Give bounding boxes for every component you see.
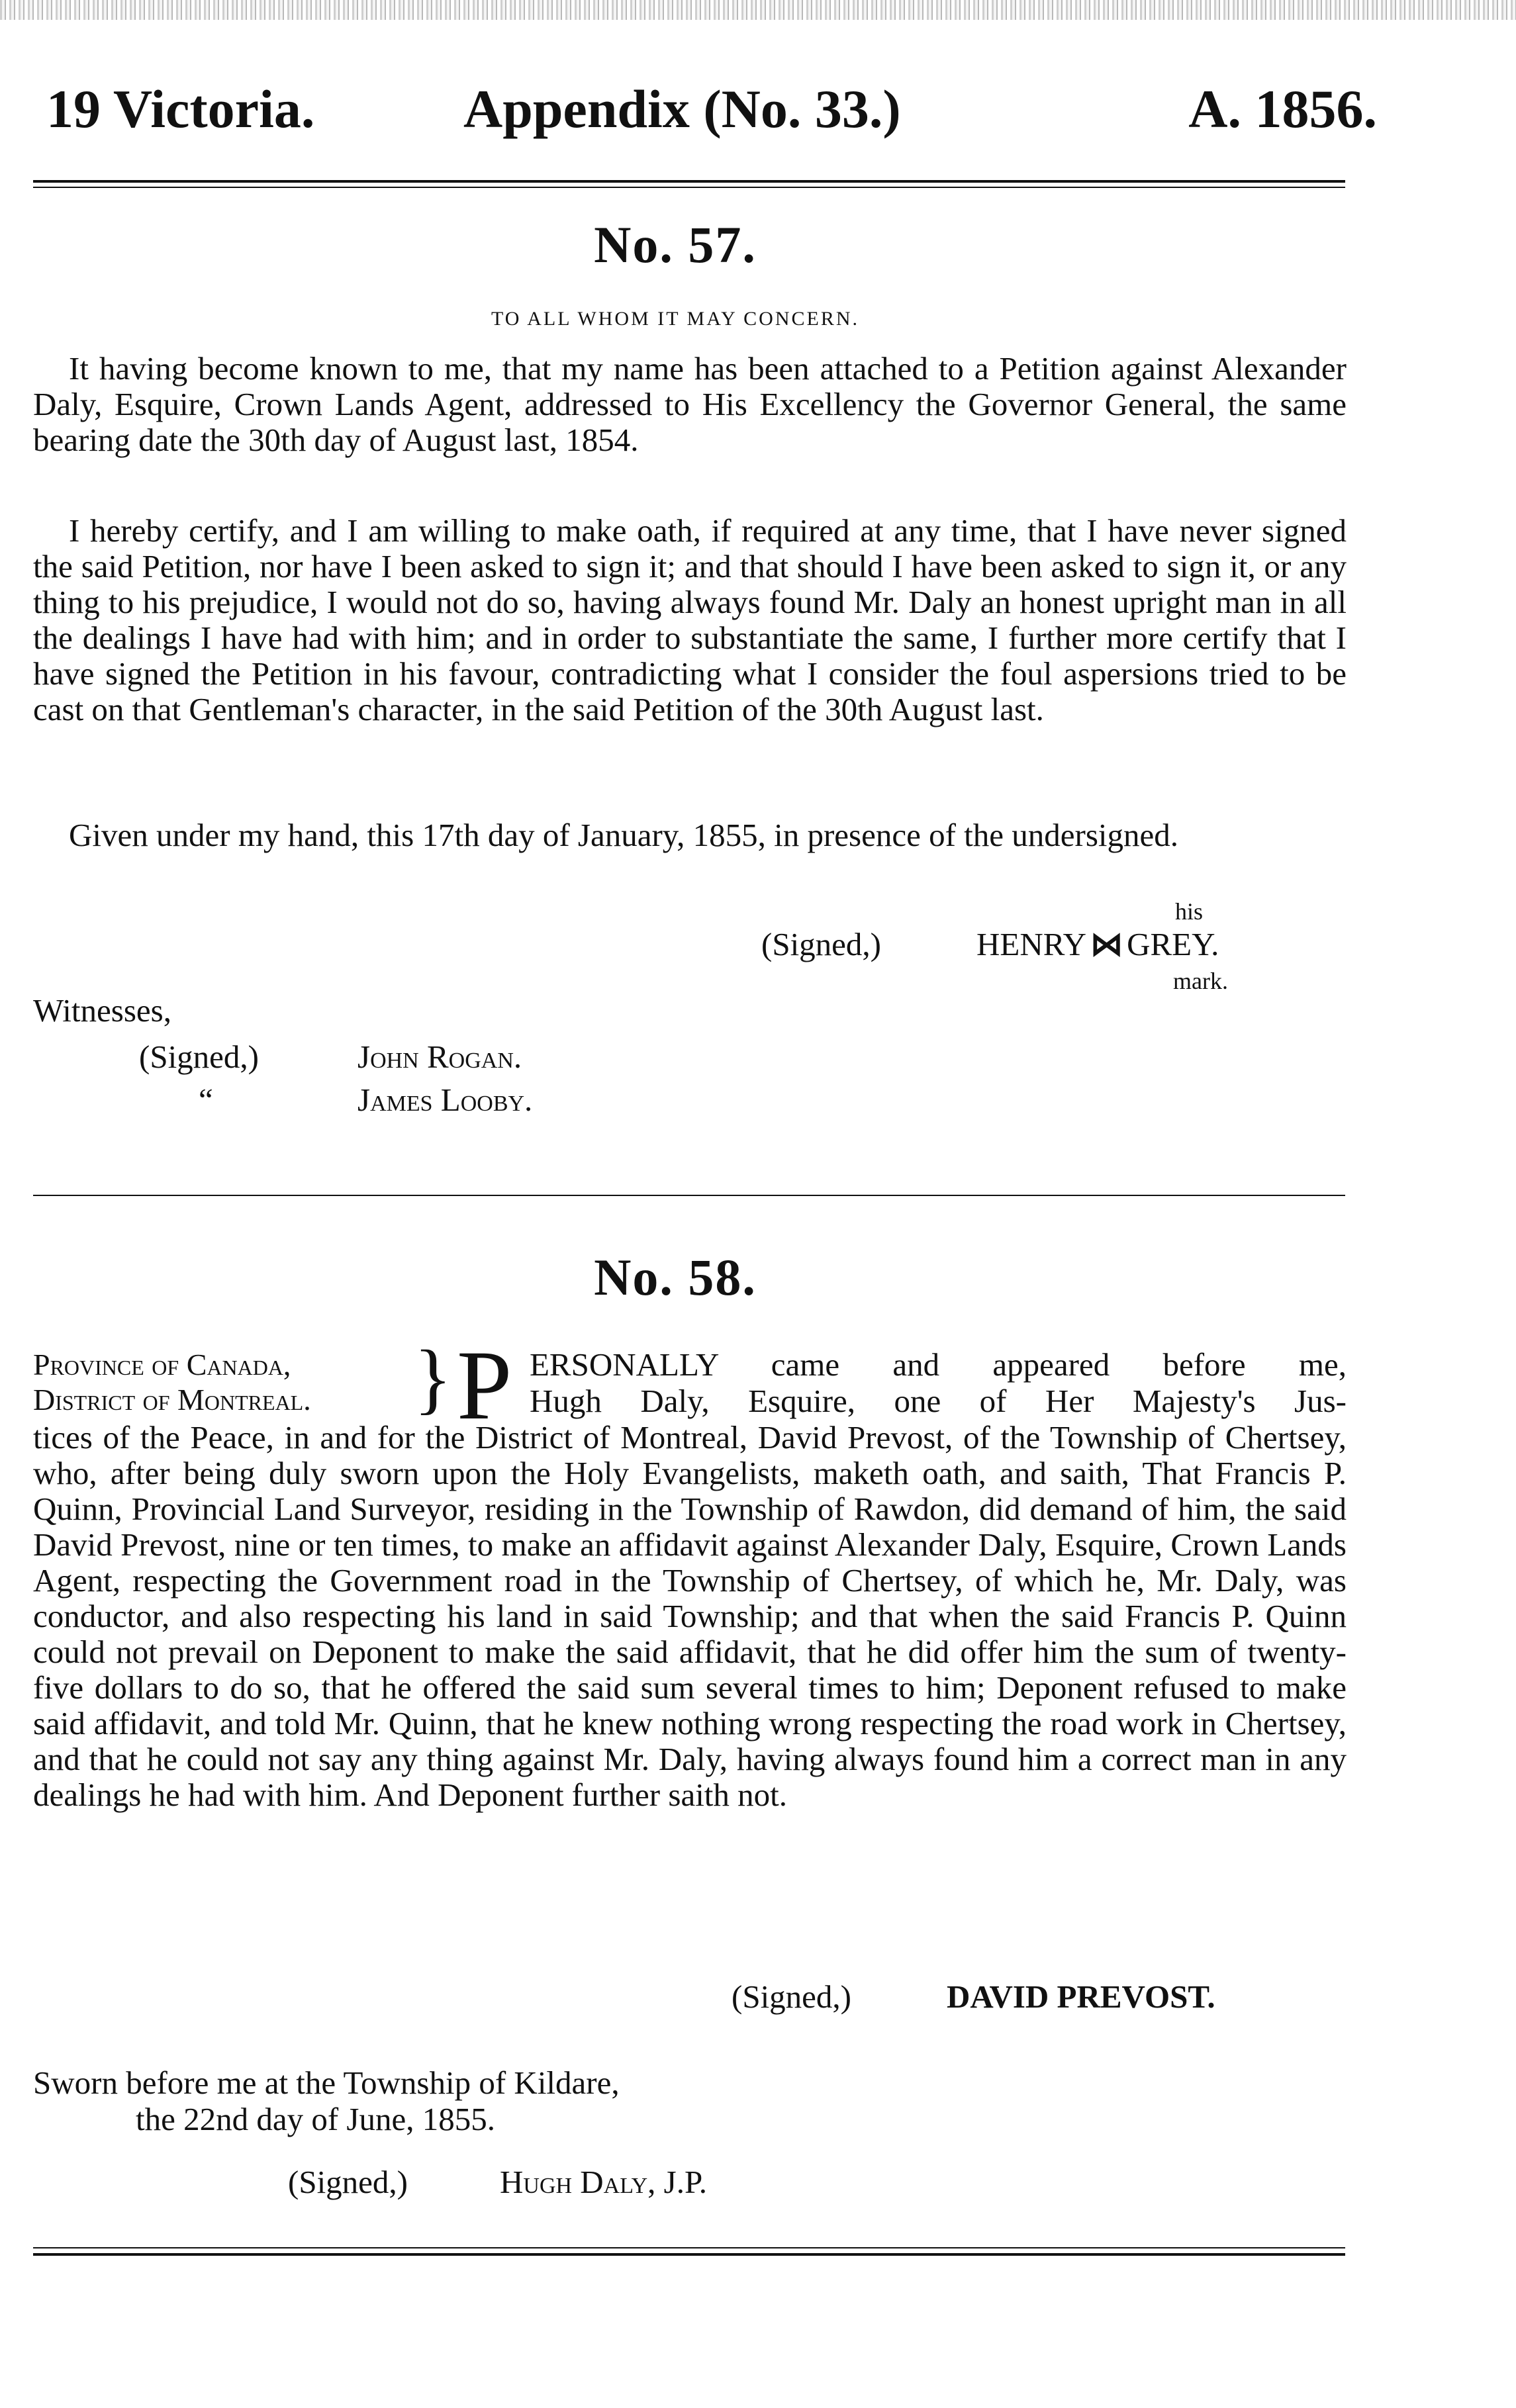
mark-cross-icon: ⋈ — [1090, 926, 1123, 962]
mark-label: mark. — [1173, 968, 1228, 994]
footer-rule-thin — [33, 2247, 1345, 2248]
drop-cap: P — [457, 1330, 512, 1440]
doc58-first-line: ERSONALLY came and appeared before me, — [530, 1346, 1347, 1383]
sworn-line-2: the 22nd day of June, 1855. — [136, 2101, 495, 2137]
signature-david-prevost: DAVID PREVOST. — [947, 1978, 1215, 2015]
signature-henry-grey — [976, 927, 1219, 962]
witness1-signed: (Signed,) — [139, 1039, 259, 1075]
header-rule-thin — [33, 187, 1345, 188]
header-session: 19 Victoria. — [46, 79, 315, 139]
signer-last-name: GREY. — [1127, 926, 1219, 962]
doc57-paragraph-3: Given under my hand, this 17th day of January, 1855, in presence of the undersigned. — [69, 817, 1179, 853]
province-label: Province of Canada, — [33, 1348, 291, 1381]
header-year: A. 1856. — [1188, 79, 1377, 139]
footer-rule-thick — [33, 2253, 1345, 2256]
signed-label: (Signed,) — [761, 926, 881, 962]
document-58-title: No. 58. — [594, 1248, 757, 1306]
scan-noise-strip — [0, 0, 1516, 20]
doc57-paragraph-2: I hereby certify, and I am willing to make oath, if required at any time, that I have never signed the said Petition, nor have I been asked to sign it; and that should I have been asked to sign it, or any thing to his prejudice, I would not do so, having always found Mr. Daly an honest upright man in all the dealings I have had with him; and in order to substantiate the same, I further more certify that I have signed the Petition in his favour, contradicting what I consider the foul aspersions tried to be cast on that Gentleman's character, in the said Petition of the 30th August last. — [33, 512, 1347, 727]
witnesses-label: Witnesses, — [33, 992, 171, 1029]
signer-first-name: HENRY — [976, 926, 1087, 962]
doc58-second-line: Hugh Daly, Esquire, one of Her Majesty's Jus- — [530, 1383, 1347, 1419]
jp-name: Hugh Daly, J.P. — [500, 2164, 708, 2200]
document-57-caption: TO ALL WHOM IT MAY CONCERN. — [491, 308, 860, 330]
witness2-name: James Looby. — [357, 1082, 533, 1118]
district-label: District of Montreal. — [33, 1383, 311, 1416]
doc58-signed-label: (Signed,) — [732, 1978, 851, 2015]
witness1-name: John Rogan. — [357, 1039, 522, 1075]
brace-icon: } — [414, 1334, 452, 1422]
page-header — [46, 69, 1377, 149]
header-appendix: Appendix (No. 33.) — [463, 79, 901, 139]
his-label: his — [1175, 898, 1204, 925]
jp-signed-label: (Signed,) — [288, 2164, 408, 2200]
sworn-line-1: Sworn before me at the Township of Kildare, — [33, 2064, 620, 2101]
doc58-body: tices of the Peace, in and for the District of Montreal, David Prevost, of the Township of Chertsey, who, after being duly sworn upon the Holy Evangelists, maketh oath, and saith, That Francis P. Quinn, Provincial Land Surveyor, residing in the Township of Rawdon, did demand of him, the said David Prevost, nine or ten times, to make an affidavit against Alexander Daly, Esquire, Crown Lands Agent, respecting the Government road in the Township of Chertsey, of which he, Mr. Daly, was conductor, and also respecting his land in said Township; and that when the said Francis P. Quinn could not prevail on Deponent to make the said affidavit, that he did offer him the sum of twenty-five dollars to do so, that he offered the said sum several times to him; Deponent refused to make said affidavit, and told Mr. Quinn, that he knew nothing wrong respecting the road work in Chertsey, and that he could not say any thing against Mr. Daly, having always found him a correct man in any dealings he had with him. And Deponent further saith not. — [33, 1419, 1347, 1813]
section-divider — [33, 1195, 1345, 1196]
witness2-ditto: “ — [199, 1082, 213, 1118]
header-rule-thick — [33, 180, 1345, 183]
doc57-paragraph-1: It having become known to me, that my name has been attached to a Petition against Alexander Daly, Esquire, Crown Lands Agent, addressed to His Excellency the Governor General, the same bearing date the 30th day of August last, 1854. — [33, 350, 1347, 458]
document-57-title: No. 57. — [594, 216, 757, 273]
